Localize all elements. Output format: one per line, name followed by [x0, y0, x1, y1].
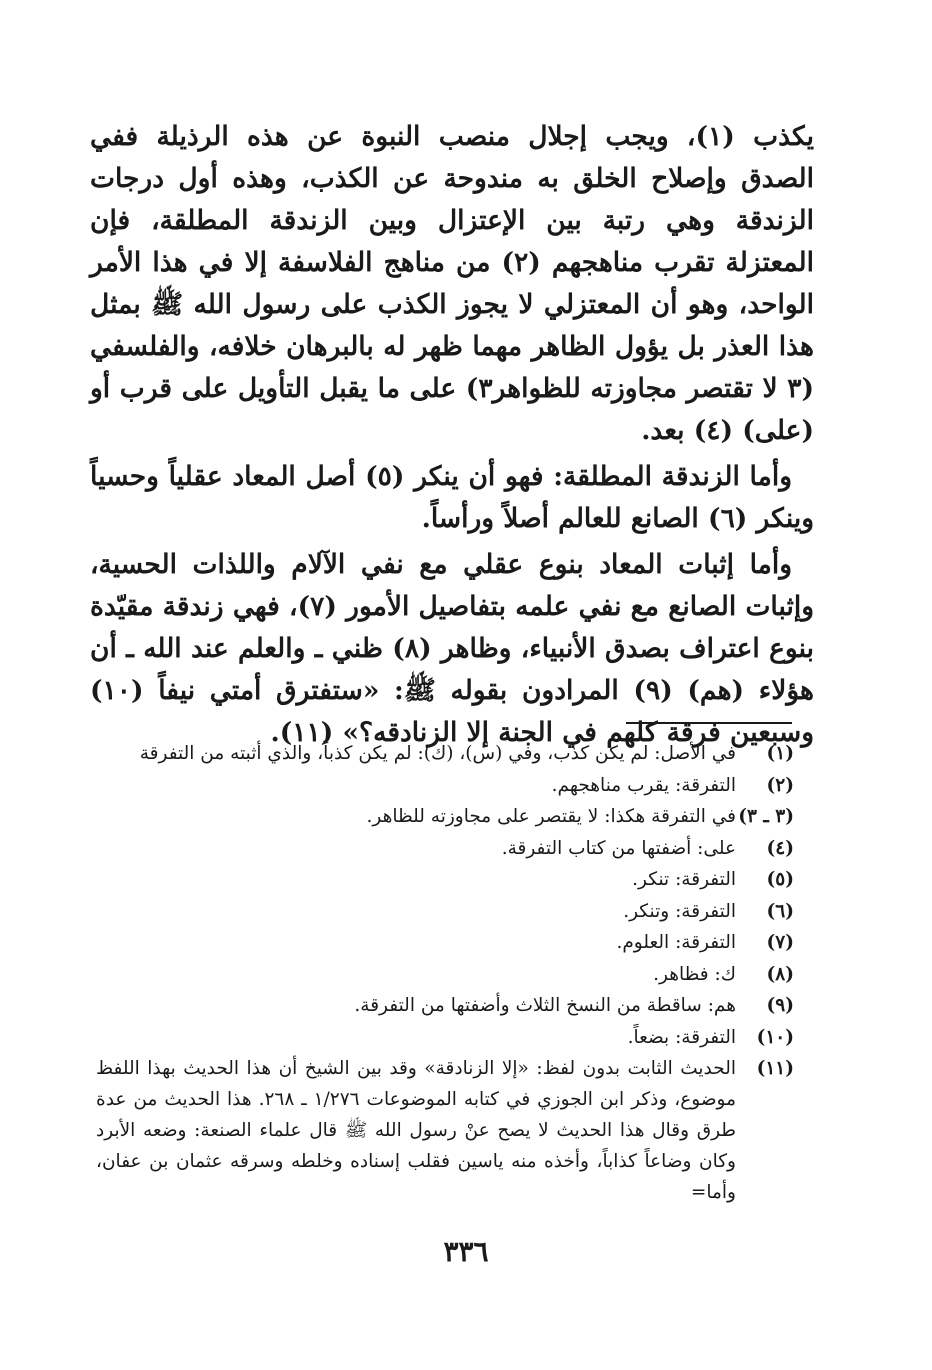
- footnote-number: (١٠): [756, 1026, 794, 1048]
- footnote-text: ك: فظاهر.: [653, 963, 736, 985]
- footnote-number: (٨): [766, 963, 794, 985]
- footnotes: [96, 738, 794, 1208]
- footnote-number: (٦): [766, 900, 794, 922]
- footnote: [96, 959, 794, 991]
- page-number: ٣٣٦: [443, 1235, 489, 1268]
- footnote-number: (٥): [766, 869, 794, 890]
- footnote: [96, 1022, 794, 1054]
- footnote-number: (٤): [766, 837, 794, 859]
- footnote: [96, 738, 794, 770]
- footnote: [96, 990, 794, 1022]
- footnote-text: التفرقة: وتنكر.: [623, 900, 736, 922]
- footnote-number: (١): [766, 743, 794, 764]
- footnote-number: (٩): [766, 995, 794, 1016]
- footnote-number: (٧): [766, 932, 794, 953]
- footnote-number: (٣ ـ ٣): [738, 806, 794, 827]
- footnote: [96, 896, 794, 928]
- footnote-number: (٢): [766, 774, 794, 796]
- footnote-text: في الأصل: لم يكن كذب، وفي (س)، (ك): لم يكن كذباً، والذي أثبته من التفرقة: [139, 743, 736, 764]
- footnote-text: هم: ساقطة من النسخ الثلاث وأضفتها من التفرقة.: [354, 995, 736, 1016]
- footnote: [96, 927, 794, 959]
- footnote-text: الحديث الثابت بدون لفظ: «إلا الزنادقة» وقد بين الشيخ أن هذا الحديث بهذا اللفظ موضوع، وذكر ابن الجوزي في كتابه الموضوعات ١/٢٧٦ ـ ٢٦٨. هذا الحديث من عدة طرق وقال هذا الحديث لا يصح عنْ رسول الله ﷺ قال علماء الصنعة: وضعه الأبرد وكان وضاعاً كذاباً، وأخذه منه ياسين فقلب إسناده وخلطه وسرقه عثمان بن عفان، وأما=: [96, 1058, 737, 1203]
- footnote-text: التفرقة: العلوم.: [616, 932, 736, 953]
- paragraph-1: يكذب (١)، ويجب إجلال منصب النبوة عن هذه الرذيلة ففي الصدق وإصلاح الخلق به مندوحة عن الكذب، وهذه أول درجات الزندقة وهي رتبة بين الإعتزال وبين الزندقة المطلقة، فإن المعتزلة تقرب مناهجهم (٢) من مناهج الفلاسفة إلا في هذا الأمر الواحد، وهو أن المعتزلي لا يجوز الكذب على رسول الله ﷺ بمثل هذا العذر بل يؤول الظاهر مهما ظهر له بالبرهان خلافه، والفلسفي (٣ لا تقتصر مجاوزته للظواهر٣) على ما يقبل التأويل على قرب أو (على) (٤) بعد.: [90, 121, 814, 446]
- footnote-text: التفرقة: يقرب مناهجهم.: [551, 774, 736, 796]
- footnote: [96, 864, 794, 896]
- footnote: [96, 833, 794, 865]
- paragraph-3: وأما إثبات المعاد بنوع عقلي مع نفي الآلام واللذات الحسية، وإثبات الصانع مع نفي علمه بتفاصيل الأمور (٧)، فهي زندقة مقيّدة بنوع اعتراف بصدق الأنبياء، وظاهر (٨) ظني ـ والعلم عند الله ـ أن هؤلاء (هم) (٩) المرادون بقوله ﷺ: «ستفترق أمتي نيفاً (١٠) وسبعين فرقة كلهم في الجنة إلا الزنادقه؟» (١١).: [90, 549, 814, 748]
- footnote-text: على: أضفتها من كتاب التفرقة.: [501, 837, 736, 859]
- footnote-number: (١١): [756, 1058, 794, 1079]
- footnote-text: التفرقة: تنكر.: [632, 869, 736, 890]
- paragraph-2: وأما الزندقة المطلقة: فهو أن ينكر (٥) أصل المعاد عقلياً وحسياً وينكر (٦) الصانع للعالم أصلاً ورأساً.: [90, 461, 814, 534]
- footnote: [96, 801, 794, 833]
- footnote: [96, 1053, 794, 1208]
- footnote-separator: [626, 722, 792, 724]
- main-text: [90, 116, 814, 754]
- footnote-text: في التفرقة هكذا: لا يقتصر على مجاوزته للظاهر.: [366, 806, 736, 827]
- footnote-text: التفرقة: بضعاً.: [627, 1026, 736, 1048]
- footnote: [96, 770, 794, 802]
